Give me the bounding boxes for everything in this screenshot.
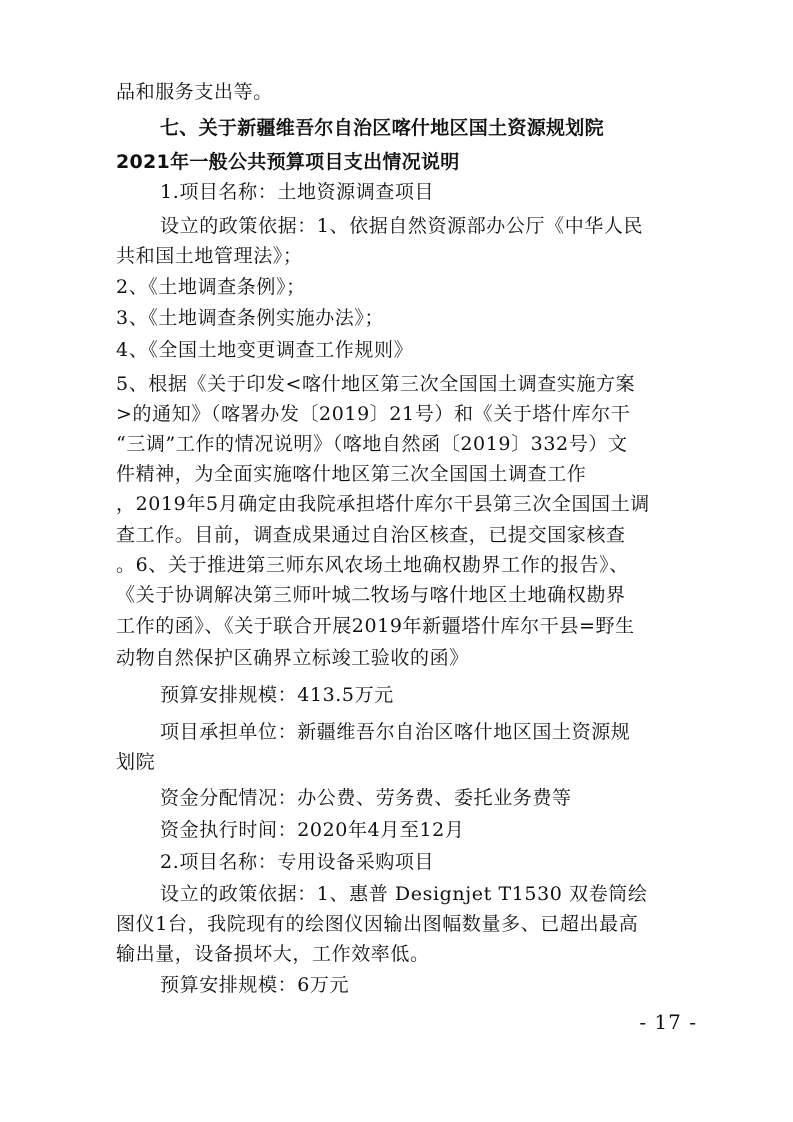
execution-time: 资金执行时间：2020年4月至12月 bbox=[160, 819, 465, 841]
text-line: 2、《土地调查条例》； bbox=[116, 276, 306, 298]
text-line: 共和国土地管理法》； bbox=[116, 245, 303, 267]
text-line: 4、《全国土地变更调查工作规则》 bbox=[116, 339, 414, 361]
section-heading-continued: 2021年一般公共预算项目支出情况说明 bbox=[116, 151, 460, 173]
text-line: 动物自然保护区确界立标竣工验收的函》 bbox=[116, 647, 469, 669]
project-title: 1.项目名称：土地资源调查项目 bbox=[160, 181, 435, 203]
text-line: 输出量，设备损坏大，工作效率低。 bbox=[116, 943, 430, 965]
text-line: ，2019年5月确定由我院承担塔什库尔干县第三次全国国土调 bbox=[116, 493, 650, 515]
text-line: “三调”工作的情况说明》（喀地自然函〔2019〕332号）文 bbox=[116, 433, 628, 455]
text-line: 品和服务支出等。 bbox=[116, 81, 273, 103]
text-line: 3、《土地调查条例实施办法》； bbox=[116, 307, 385, 329]
text-line: 《关于协调解决第三师叶城二牧场与喀什地区土地确权勘界 bbox=[116, 584, 626, 606]
text-line: 件精神，为全面实施喀什地区第三次全国国土调查工作 bbox=[116, 463, 587, 485]
budget-scale: 预算安排规模：6万元 bbox=[160, 974, 350, 996]
text-line: 图仪1台，我院现有的绘图仪因输出图幅数量多、已超出最高 bbox=[116, 913, 639, 935]
project-title: 2.项目名称：专用设备采购项目 bbox=[160, 851, 435, 873]
text-line: 工作的函》、《关于联合开展2019年新疆塔什库尔干县=野生 bbox=[116, 615, 635, 637]
budget-scale: 预算安排规模：413.5万元 bbox=[160, 684, 394, 706]
page-number: - 17 - bbox=[639, 1010, 697, 1034]
text-line: 查工作。目前，调查成果通过自治区核查，已提交国家核查 bbox=[116, 524, 626, 546]
section-heading: 七、关于新疆维吾尔自治区喀什地区国土资源规划院 bbox=[160, 117, 604, 139]
text-line: >的通知》（喀署办发〔2019〕21号）和《关于塔什库尔干 bbox=[116, 403, 631, 425]
text-line: 。6、关于推进第三师东风农场土地确权勘界工作的报告》、 bbox=[116, 554, 629, 576]
text-line: 设立的政策依据：1、依据自然资源部办公厅《中华人民 bbox=[160, 215, 644, 237]
text-line: 5、根据《关于印发<喀什地区第三次全国国土调查实施方案 bbox=[116, 373, 636, 395]
fund-allocation: 资金分配情况：办公费、劳务费、委托业务费等 bbox=[160, 787, 572, 809]
text-line: 划院 bbox=[116, 751, 156, 773]
responsible-unit: 项目承担单位：新疆维吾尔自治区喀什地区国土资源规 bbox=[160, 721, 631, 743]
text-line: 设立的政策依据：1、惠普 Designjet T1530 双卷筒绘 bbox=[160, 883, 648, 905]
